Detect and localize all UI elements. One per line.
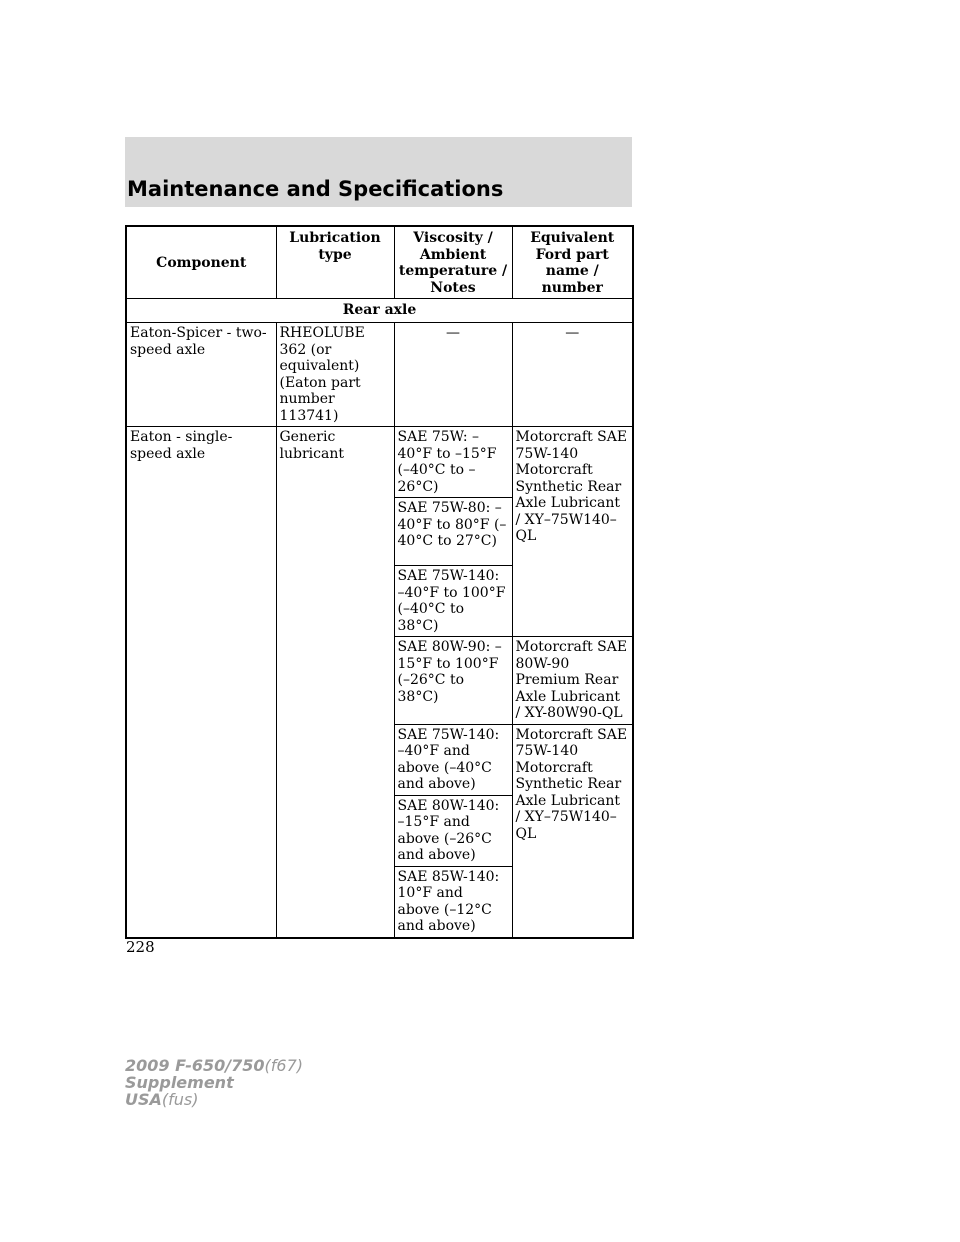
footer-line-model: [125, 1057, 425, 1074]
component-cell: Eaton - single-speed axle: [126, 427, 276, 938]
ford-part-cell: —: [512, 323, 633, 427]
column-header-ford-part: Equivalent Ford part name / number: [512, 226, 633, 299]
footer-model: 2009 F-650/750: [125, 1056, 265, 1075]
section-title: Maintenance and Specifications: [127, 177, 504, 201]
section-label: Rear axle: [126, 299, 633, 323]
section-row-rear-axle: [126, 299, 633, 323]
ford-part-cell: Motorcraft SAE 80W-90 Premium Rear Axle Lubricant / XY-80W90-QL: [512, 637, 633, 725]
lubricant-spec-table: [125, 225, 634, 939]
page-number: 228: [126, 938, 155, 956]
viscosity-cell: SAE 85W-140: 10°F and above (–12°C and above): [394, 866, 512, 938]
table-row: [126, 323, 633, 427]
lubrication-cell: RHEOLUBE 362 (or equivalent) (Eaton part number 113741): [276, 323, 394, 427]
footer-region: USA: [125, 1090, 162, 1109]
column-header-lubrication-type: Lubrication type: [276, 226, 394, 299]
footer-model-code: (f67): [264, 1056, 303, 1075]
document-footer: [125, 1057, 425, 1108]
footer-doc: Supplement: [125, 1073, 234, 1092]
viscosity-cell: SAE 75W-80: –40°F to 80°F (–40°C to 27°C): [394, 498, 512, 566]
ford-part-cell: Motorcraft SAE 75W-140 Motorcraft Synthetic Rear Axle Lubricant / XY–75W140–QL: [512, 724, 633, 938]
viscosity-cell: —: [394, 323, 512, 427]
section-header: [125, 137, 632, 207]
component-cell: Eaton-Spicer - two-speed axle: [126, 323, 276, 427]
viscosity-cell: SAE 75W-140: –40°F to 100°F (–40°C to 38°C): [394, 566, 512, 637]
ford-part-cell: Motorcraft SAE 75W-140 Motorcraft Synthetic Rear Axle Lubricant / XY–75W140–QL: [512, 427, 633, 637]
lubrication-cell: Generic lubricant: [276, 427, 394, 938]
footer-line-region: [125, 1091, 425, 1108]
viscosity-cell: SAE 75W: –40°F to –15°F (–40°C to –26°C): [394, 427, 512, 498]
column-header-component: Component: [126, 226, 276, 299]
footer-region-code: (fus): [161, 1090, 199, 1109]
column-header-viscosity: Viscosity / Ambient temperature / Notes: [394, 226, 512, 299]
viscosity-cell: SAE 80W-140: –15°F and above (–26°C and above): [394, 795, 512, 866]
viscosity-cell: SAE 80W-90: –15°F to 100°F (–26°C to 38°C): [394, 637, 512, 725]
viscosity-cell: SAE 75W-140: –40°F and above (–40°C and above): [394, 724, 512, 795]
footer-line-doc: [125, 1074, 425, 1091]
table-row: [126, 427, 633, 498]
table-header-row: [126, 226, 633, 299]
